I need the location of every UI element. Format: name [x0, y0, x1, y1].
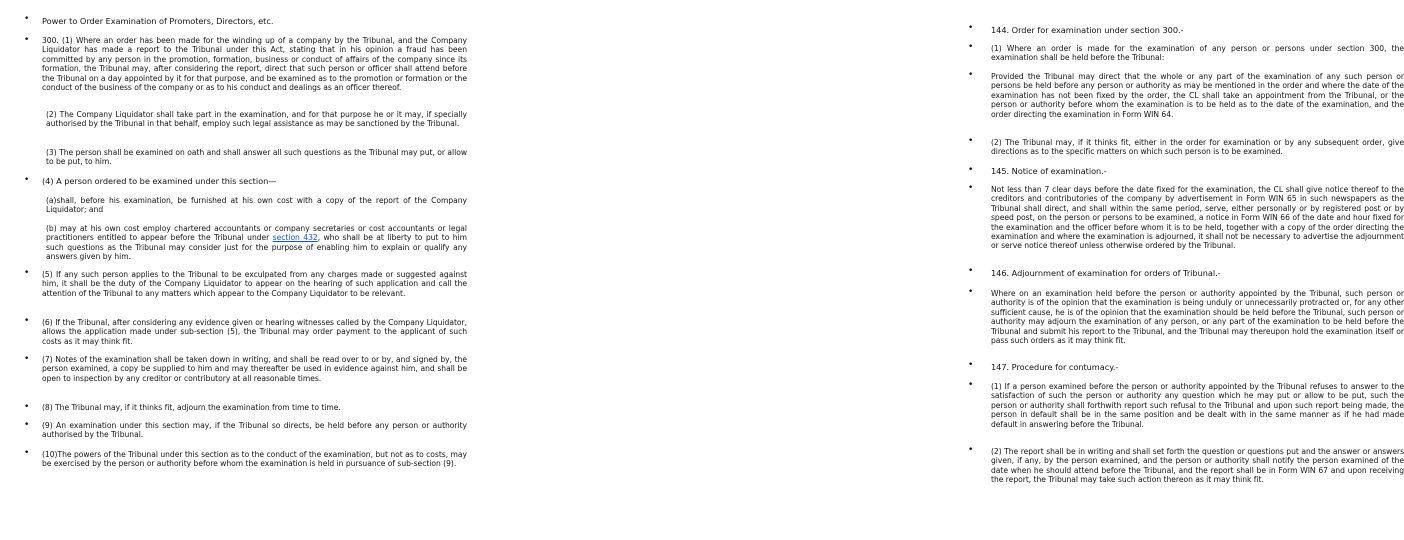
left-section-300-1: 300. (1) Where an order has been made for the winding up of a company by the Tribunal, and the Company Liquidator has made a report to the Tribunal under this Act, stating that in his opinion a fraud has been committed by any person in the promotion, formation, business or conduct of affairs of the company since its formation, the Tribunal may, after considering the report, direct that such person or officer shall attend before the Tribunal on a day appointed by it for that purpose, and be examined as to the promotion or formation or the conduct of the business of the company or as to his conduct and dealings as an officer thereof. — [42, 36, 467, 93]
rule-147-1: (1) If a person examined before the person or authority appointed by the Tribunal refuses to answer to the satisfaction of such the person or authority any question which he may put or allow to be put, such the person or authority shall forthwith report such refusal to the Tribunal and upon such report being made, the person in default shall be in the same position and be dealt with in the same manner as if he had made default in answering before the Tribunal. — [991, 382, 1404, 429]
rule-144-heading: 144. Order for examination under section 300.- — [991, 25, 1184, 35]
bullet-icon: • — [24, 354, 30, 364]
rule-146-text: Where on an examination held before the person or authority appointed by the Tribunal, such person or authority is of the opinion that the examination is being unduly or unnecessarily protracted or, for any other sufficient cause, he is of the opinion that the examination should be held before the Tribunal, such person or authority may adjourn the examination of any person, or any part of the examination to be held before the Tribunal and submit his report to the Tribunal, and the Tribunal may thereupon hold the examination itself or pass such orders as it may think fit. — [991, 289, 1404, 346]
left-section-300-7: (7) Notes of the examination shall be taken down in writing, and shall be read over to or by, and signed by, the person examined, a copy be supplied to him and may thereafter be used in evidence against him, and shall be open to inspection by any creditor or contributory at all reasonable times. — [42, 355, 467, 383]
rule-145-text: Not less than 7 clear days before the date fixed for the examination, the CL shall give notice thereof to the creditors and contributories of the company by advertisement in Form WIN 65 in such newspapers as the Tribunal shall direct, and shall within the same period, serve, either personally or by registered post or by speed post, on the person or persons to be examined, a notice in Form WIN 66 of the date and hour fixed for the examination and the officer before whom it is to be held, together with a copy of the order directing the examination and where the examination is adjourned, it shall not be necessary to advertise the adjournment or serve notice thereof unless otherwise ordered by the Tribunal. — [991, 185, 1404, 251]
bullet-icon: • — [24, 316, 30, 326]
left-section-300-5: (5) If any such person applies to the Tribunal to be exculpated from any charges made or suggested against him, it shall be the duty of the Company Liquidator to appear on the hearing of such application and call the attention of the Tribunal to any matters which appear to the Company Liquidator to be relevant. — [42, 270, 467, 298]
left-section-300-4b-text-end: , who shall be at liberty to put to him such questions as the Tribunal may consider just for the purpose of enabling him to explain or qualify any answers given by him. — [46, 233, 467, 262]
bullet-icon: • — [968, 183, 974, 193]
left-section-300-3: (3) The person shall be examined on oath and shall answer all such questions as the Tribunal may put, or allow to be put, to him. — [46, 148, 467, 167]
bullet-icon: • — [968, 70, 974, 80]
bullet-icon: • — [968, 23, 974, 33]
bullet-icon: • — [968, 165, 974, 175]
rule-144-2: (2) The Tribunal may, if it thinks fit, either in the order for examination or by any subsequent order, give directions as to the specific matters on which such person is to be examined. — [991, 138, 1404, 157]
rule-146-heading: 146. Adjournment of examination for orders of Tribunal.- — [991, 268, 1221, 278]
bullet-icon: • — [968, 287, 974, 297]
bullet-icon: • — [24, 402, 30, 412]
bullet-icon: • — [968, 266, 974, 276]
rule-147-heading: 147. Procedure for contumacy.- — [991, 362, 1119, 372]
rule-147-2: (2) The report shall be in writing and shall set forth the question or questions put and the answer or answers given, if any, by the person examined, and the person or authority shall notify the person examined of the date when he should attend before the Tribunal, and the report shall be in Form WIN 67 and upon receiving the report, the Tribunal may take such action thereon as it may think fit. — [991, 447, 1404, 485]
rule-144-proviso: Provided the Tribunal may direct that the whole or any part of the examination of any such person or persons be held before any person or authority as may be mentioned in the order and where the date of the examination has not been fixed by the order, the CL shall take an appointment from the Tribunal, or the person or authority before whom the examination is to be held as to the date of the examination, and the order directing the examination in Form WIN 64. — [991, 72, 1404, 119]
left-section-300-4b-text: (b) may at his own cost employ chartered accountants or company secretaries or cost accountants or legal practitioners entitled to appear before the Tribunal under — [46, 224, 467, 243]
left-section-300-10: (10)The powers of the Tribunal under this section as to the conduct of the examination, but not as to costs, may be exercised by the person or authority before whom the examination is held in pursuance of sub-section (9). — [42, 450, 467, 469]
left-section-300-6: (6) If the Tribunal, after considering any evidence given or hearing witnesses called by the Company Liquidator, allows the application made under sub-section (5), the Tribunal may order payment to the applicant of such costs as it may think fit. — [42, 318, 467, 346]
rule-145-heading: 145. Notice of examination.- — [991, 166, 1107, 176]
left-section-300-4b — [46, 224, 467, 262]
section-432-link[interactable]: section 432 — [272, 233, 318, 243]
left-section-300-8: (8) The Tribunal may, if it thinks fit, adjourn the examination from time to time. — [42, 403, 341, 412]
bullet-icon: • — [24, 448, 30, 458]
bullet-icon: • — [24, 14, 30, 24]
bullet-icon: • — [968, 136, 974, 146]
bullet-icon: • — [24, 420, 30, 430]
bullet-icon: • — [968, 445, 974, 455]
left-heading-power-to-order: Power to Order Examination of Promoters, Directors, etc. — [42, 16, 274, 26]
left-section-300-2: (2) The Company Liquidator shall take part in the examination, and for that purpose he or it may, if specially authorised by the Tribunal in that behalf, employ such legal assistance as may be sanctioned by the Tribunal. — [46, 110, 467, 129]
bullet-icon: • — [24, 35, 30, 45]
bullet-icon: • — [24, 268, 30, 278]
bullet-icon: • — [968, 380, 974, 390]
bullet-icon: • — [968, 42, 974, 52]
left-section-300-4: (4) A person ordered to be examined under this section— — [42, 176, 277, 186]
bullet-icon: • — [24, 175, 30, 185]
left-section-300-9: (9) An examination under this section may, if the Tribunal so directs, be held before any person or authority authorised by the Tribunal. — [42, 421, 467, 440]
rule-144-1: (1) Where an order is made for the examination of any person or persons under section 300, the examination shall be held before the Tribunal: — [991, 44, 1404, 63]
bullet-icon: • — [968, 360, 974, 370]
left-section-300-4a: (a)shall, before his examination, be furnished at his own cost with a copy of the report of the Company Liquidator; and — [46, 196, 467, 215]
